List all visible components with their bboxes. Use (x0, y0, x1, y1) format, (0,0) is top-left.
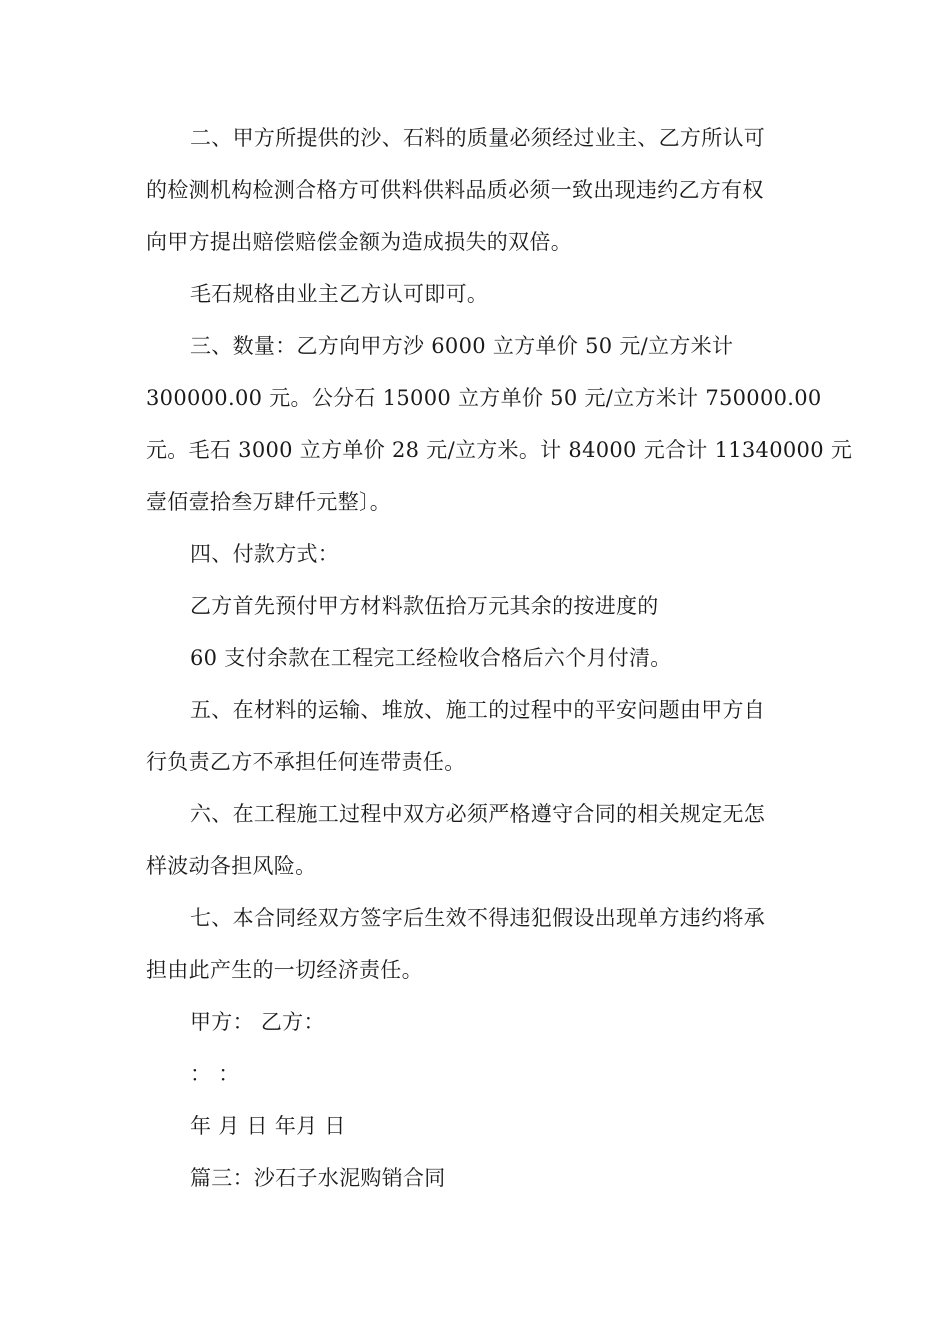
text-line: ： ： (190, 1062, 240, 1086)
text-line: 向甲方提出赔偿赔偿金额为造成损失的双倍。 (146, 230, 572, 254)
paragraph-parties (146, 996, 806, 1048)
text-line: 甲方： 乙方： (190, 1010, 325, 1034)
paragraph-dates (146, 1100, 806, 1152)
paragraph-colons (146, 1048, 806, 1100)
paragraph-payment-1 (146, 580, 806, 632)
text-line: 四、付款方式： (190, 542, 340, 566)
paragraph-clause-3 (146, 320, 853, 528)
paragraph-next-section (146, 1152, 806, 1204)
text-line: 的检测机构检测合格方可供料供料品质必须一致出现违约乙方有权 (146, 178, 764, 202)
text-line: 五、在材料的运输、堆放、施工的过程中的平安问题由甲方自 (190, 698, 766, 722)
text-line: 毛石规格由业主乙方认可即可。 (190, 282, 489, 306)
text-line: 行负责乙方不承担任何连带责任。 (146, 750, 466, 774)
text-line: 乙方首先预付甲方材料款伍拾万元其余的按进度的 (190, 594, 659, 618)
text-line: 元。毛石 3000 立方单价 28 元/立方米。计 84000 元合计 11340000 元 (146, 438, 853, 462)
document-body (146, 112, 853, 1204)
paragraph-clause-5 (146, 684, 806, 788)
text-line: 三、数量：乙方向甲方沙 6000 立方单价 50 元/立方米计 (190, 334, 734, 358)
text-line: 样波动各担风险。 (146, 854, 317, 878)
text-line: 年 月 日 年月 日 (190, 1114, 346, 1138)
text-line: 300000.00 元。公分石 15000 立方单价 50 元/立方米计 750000.00 (146, 386, 822, 410)
text-line: 二、甲方所提供的沙、石料的质量必须经过业主、乙方所认可 (190, 126, 766, 150)
paragraph-payment-2 (146, 632, 806, 684)
text-line: 担由此产生的一切经济责任。 (146, 958, 423, 982)
paragraph-rubble-spec (146, 268, 806, 320)
text-line: 60 支付余款在工程完工经检收合格后六个月付清。 (190, 646, 672, 670)
text-line: 六、在工程施工过程中双方必须严格遵守合同的相关规定无怎 (190, 802, 766, 826)
paragraph-clause-7 (146, 892, 806, 996)
paragraph-clause-6 (146, 788, 806, 892)
text-line: 篇三：沙石子水泥购销合同 (190, 1166, 446, 1190)
document-page (146, 112, 853, 1204)
text-line: 壹佰壹拾叁万肆仟元整〕。 (146, 490, 392, 514)
paragraph-clause-2 (146, 112, 806, 268)
text-line: 七、本合同经双方签字后生效不得违犯假设出现单方违约将承 (190, 906, 766, 930)
paragraph-clause-4 (146, 528, 806, 580)
